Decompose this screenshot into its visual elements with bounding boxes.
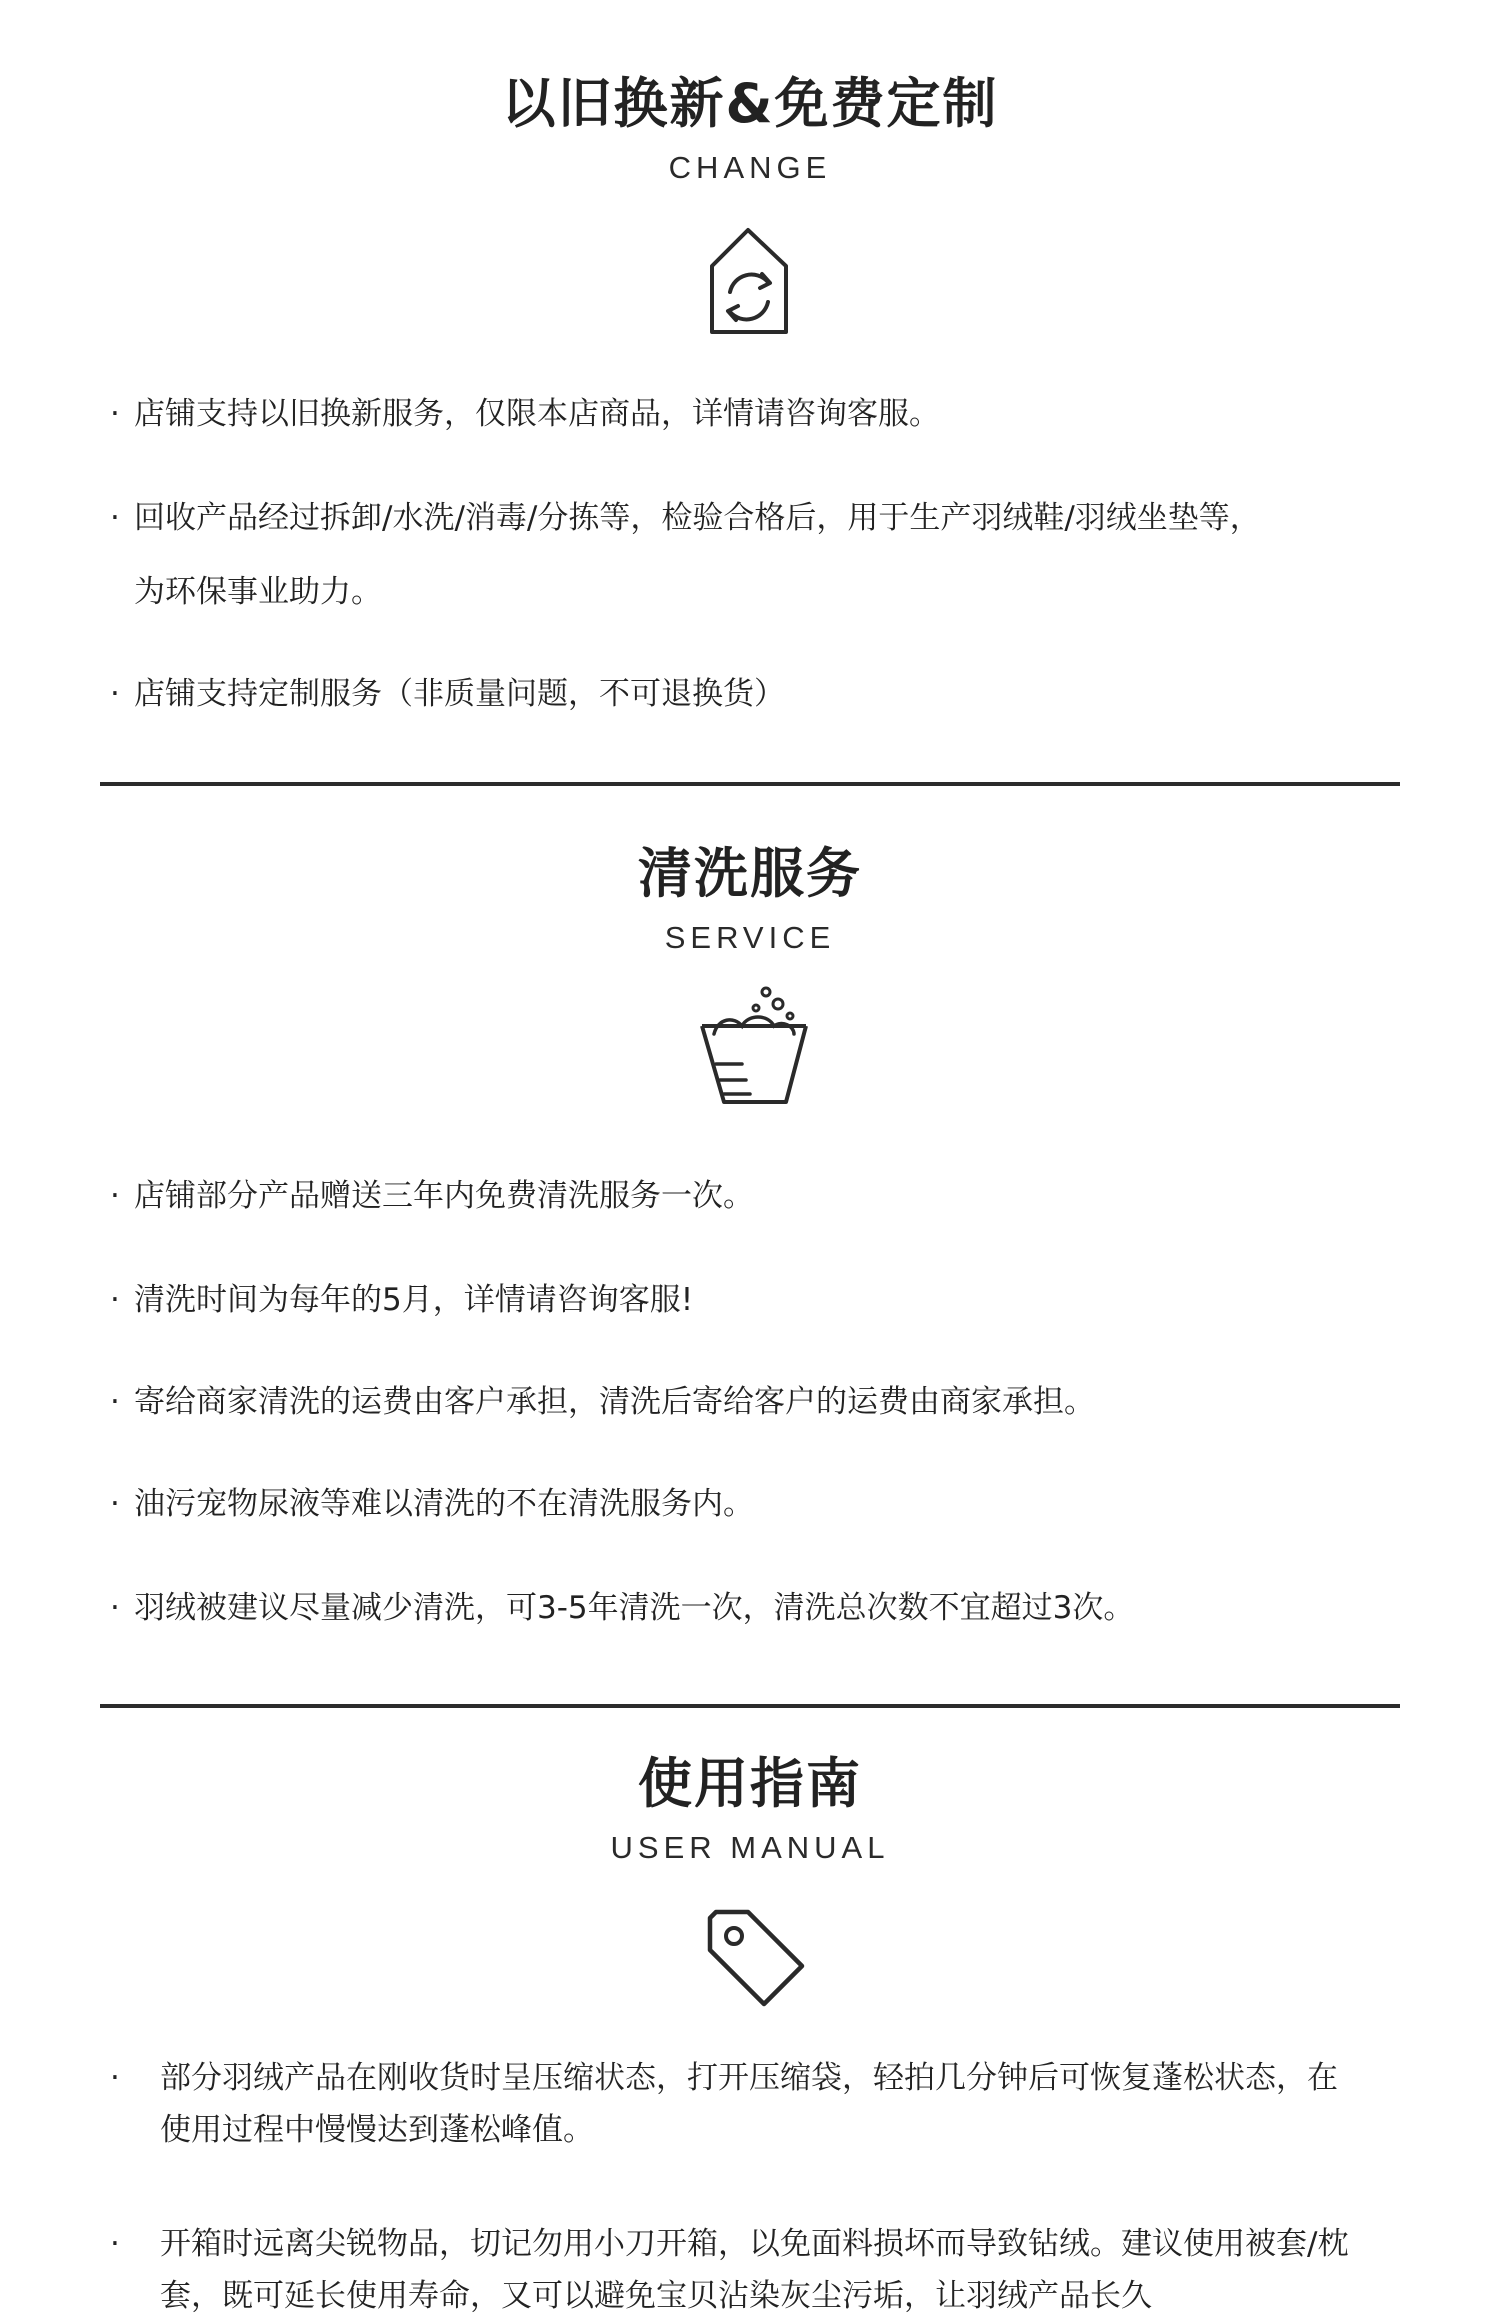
- service-item-2: 清洗时间为每年的5月，详情请咨询客服!: [134, 1282, 694, 1318]
- bullet: ·: [110, 1384, 120, 1420]
- wash-basin-icon: [690, 978, 820, 1108]
- service-title: 清洗服务: [638, 842, 862, 905]
- bullet: ·: [110, 1178, 120, 1214]
- change-section-header: [0, 72, 1500, 188]
- service-item-1: 店铺部分产品赠送三年内免费清洗服务一次。: [134, 1178, 754, 1214]
- bullet: ·: [110, 2060, 120, 2096]
- bullet: ·: [110, 1282, 120, 1318]
- manual-section-header: [0, 1752, 1500, 1868]
- change-item-2: 回收产品经过拆卸/水洗/消毒/分拣等，检验合格后，用于生产羽绒鞋/羽绒坐垫等，: [134, 500, 1261, 536]
- manual-title: 使用指南: [638, 1752, 862, 1815]
- bullet: ·: [110, 500, 120, 536]
- service-subtitle: SERVICE: [664, 920, 836, 955]
- change-title: 以旧换新&免费定制: [501, 72, 999, 135]
- list-item: [110, 2218, 1360, 2322]
- bullet: ·: [110, 1486, 120, 1522]
- service-item-3: 寄给商家清洗的运费由客户承担，清洗后寄给客户的运费由商家承担。: [134, 1384, 1095, 1420]
- list-item: [110, 2052, 1360, 2156]
- service-item-5: 羽绒被建议尽量减少清洗，可3-5年清洗一次，清洗总次数不宜超过3次。: [134, 1590, 1135, 1626]
- manual-subtitle: USER MANUAL: [610, 1830, 890, 1865]
- house-recycle-icon: [690, 220, 810, 340]
- change-item-1: 店铺支持以旧换新服务，仅限本店商品，详情请咨询客服。: [134, 396, 940, 432]
- change-subtitle: CHANGE: [668, 150, 832, 185]
- bullet: ·: [110, 1590, 120, 1626]
- service-section-header: [0, 842, 1500, 958]
- bullet: ·: [110, 676, 120, 712]
- bullet: ·: [110, 2226, 120, 2262]
- tag-icon: [700, 1904, 810, 2014]
- service-item-4: 油污宠物尿液等难以清洗的不在清洗服务内。: [134, 1486, 754, 1522]
- bullet: ·: [110, 396, 120, 432]
- manual-item-1: 部分羽绒产品在刚收货时呈压缩状态，打开压缩袋，轻拍几分钟后可恢复蓬松状态，在使用过程中慢慢达到蓬松峰值。: [160, 2060, 1338, 2148]
- section-divider: [100, 782, 1400, 786]
- change-item-2-continued: 为环保事业助力。: [134, 574, 382, 610]
- section-divider: [100, 1704, 1400, 1708]
- change-item-3: 店铺支持定制服务（非质量问题，不可退换货）: [134, 676, 785, 712]
- manual-item-2: 开箱时远离尖锐物品，切记勿用小刀开箱，以免面料损坏而导致钻绒。建议使用被套/枕套，既可延长使用寿命，又可以避免宝贝沾染灰尘污垢，让羽绒产品长久: [160, 2226, 1349, 2314]
